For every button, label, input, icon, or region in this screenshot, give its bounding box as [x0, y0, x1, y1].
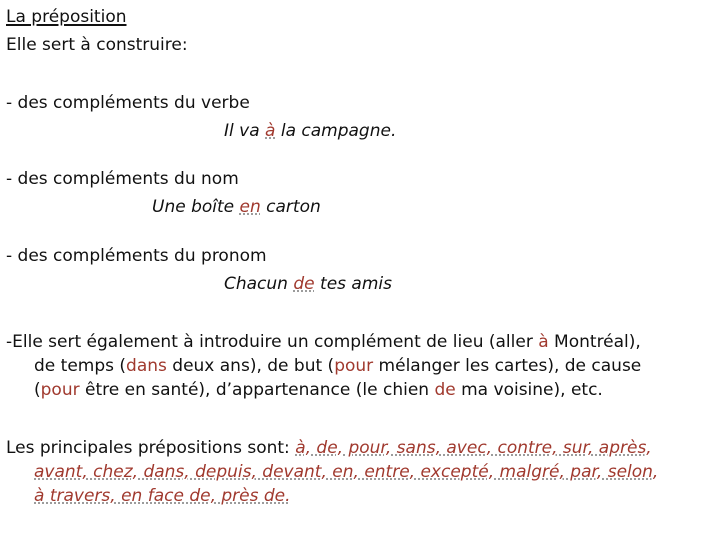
paragraph-line-1: -Elle sert également à introduire un complément de lieu (aller à Montréal),	[6, 332, 641, 352]
bullet-dash: -	[6, 169, 18, 189]
bullet-text: des compléments du pronom	[17, 246, 267, 266]
highlighted-preposition: à	[538, 332, 549, 352]
highlighted-preposition: de	[293, 274, 315, 294]
example-nom: Une boîte en carton	[152, 197, 321, 217]
prepositions-label: Les principales prépositions sont:	[6, 438, 296, 458]
prepositions-line-1	[6, 436, 652, 460]
highlighted-preposition: de	[434, 380, 456, 400]
bullet-dash: -	[6, 246, 18, 266]
highlighted-preposition: à	[265, 121, 276, 141]
bullet-item-verbe	[6, 91, 250, 115]
example-pronom: Chacun de tes amis	[224, 274, 392, 294]
paragraph-line-2: de temps (dans deux ans), de but (pour mélanger les cartes), de cause	[34, 356, 642, 376]
bullet-dash: -	[6, 93, 18, 113]
bullet-text: des compléments du verbe	[17, 93, 250, 113]
prepositions-line-3	[34, 484, 291, 508]
intro-text: Elle sert à construire:	[6, 35, 188, 55]
highlighted-preposition: pour	[40, 380, 80, 400]
prepositions-list: à travers, en face de, près de.	[34, 486, 291, 506]
highlighted-preposition: dans	[126, 356, 167, 376]
paragraph-line-3: (pour être en santé), d’appartenance (le chien de ma voisine), etc.	[34, 380, 603, 400]
bullet-item-pronom	[6, 244, 267, 268]
prepositions-list: à, de, pour, sans, avec, contre, sur, après,	[295, 438, 652, 458]
slide-title: La préposition	[6, 7, 127, 27]
prepositions-list: avant, chez, dans, depuis, devant, en, entre, excepté, malgré, par, selon,	[34, 462, 659, 482]
prepositions-line-2	[34, 460, 658, 484]
example-verbe: Il va à la campagne.	[224, 121, 397, 141]
highlighted-preposition: pour	[334, 356, 374, 376]
bullet-text: des compléments du nom	[17, 169, 239, 189]
bullet-item-nom	[6, 167, 239, 191]
highlighted-preposition: en	[239, 197, 261, 217]
